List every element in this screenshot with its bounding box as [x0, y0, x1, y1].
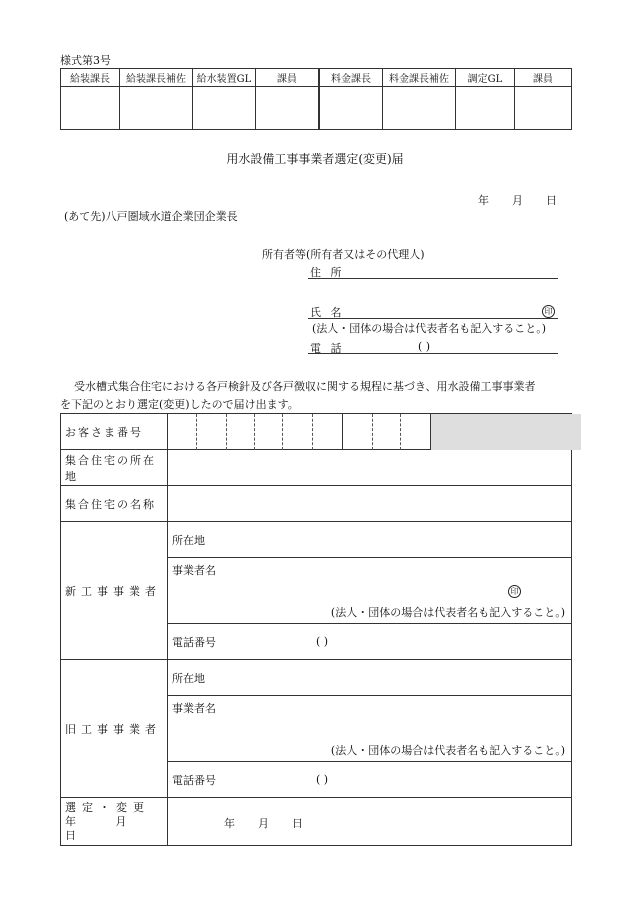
old-business-name-field[interactable] [168, 696, 572, 762]
body-text-line-1: 受水槽式集合住宅における各戸検針及び各戸徴収に関する規程に基づき、用水設備工事事業者 [74, 380, 536, 393]
old-location-label: 所在地 [172, 671, 205, 685]
stamp-header: 調定GL [456, 69, 515, 87]
selection-month: 月 [258, 817, 269, 830]
reserved-shaded-cell [430, 414, 581, 450]
complex-location-label: 集合住宅の所在地 [61, 450, 168, 486]
selection-date-label: 選定・変更 年 月 日 [61, 798, 168, 846]
date-month: 月 [512, 194, 523, 207]
owner-phone-label: 電 話 [310, 342, 345, 355]
old-business-note: (法人・団体の場合は代表者名も記入すること。) [330, 744, 565, 757]
complex-name-field[interactable] [168, 486, 572, 522]
stamp-box[interactable] [120, 87, 193, 130]
old-contractor-label: 旧工事事業者 [61, 660, 168, 798]
stamp-header: 料金課長 [319, 69, 383, 87]
stamp-box[interactable] [193, 87, 256, 130]
new-location-label: 所在地 [172, 533, 205, 547]
owner-phone-line[interactable] [308, 353, 558, 354]
complex-name-label: 集合住宅の名称 [61, 486, 168, 522]
page-title: 用水設備工事事業者選定(変更)届 [226, 152, 404, 166]
owner-address-line[interactable] [308, 278, 558, 279]
stamp-header: 給水装置GL [193, 69, 256, 87]
date-year: 年 [478, 194, 489, 207]
date-day: 日 [546, 194, 557, 207]
old-phone-label: 電話番号 [172, 773, 216, 787]
old-phone-paren: ( ) [316, 773, 329, 786]
owner-heading: 所有者等(所有者又はその代理人) [262, 248, 425, 261]
new-seal-mark: 印 [508, 584, 521, 598]
stamp-box[interactable] [456, 87, 515, 130]
owner-name-label: 氏 名 [310, 306, 345, 319]
customer-number-field[interactable] [168, 414, 572, 450]
stamp-box[interactable] [383, 87, 456, 130]
stamp-box[interactable] [256, 87, 320, 130]
old-location-field[interactable] [168, 660, 572, 696]
new-phone-paren: ( ) [316, 635, 329, 648]
owner-name-note: (法人・団体の場合は代表者名も記入すること。) [312, 322, 547, 335]
new-business-name-field[interactable] [168, 558, 572, 624]
main-form-table [60, 413, 572, 846]
form-number: 様式第3号 [60, 54, 111, 67]
stamp-header: 料金課長補佐 [383, 69, 456, 87]
new-business-name-label: 事業者名 [172, 564, 216, 577]
stamp-header: 課員 [256, 69, 320, 87]
approval-stamp-table [60, 68, 572, 130]
stamp-box[interactable] [515, 87, 572, 130]
new-contractor-label: 新工事事業者 [61, 522, 168, 660]
complex-location-field[interactable] [168, 450, 572, 486]
stamp-header: 給装課長補佐 [120, 69, 193, 87]
selection-year: 年 [224, 817, 235, 830]
stamp-box[interactable] [61, 87, 120, 130]
owner-address-label: 住 所 [310, 266, 345, 279]
new-business-note: (法人・団体の場合は代表者名も記入すること。) [330, 606, 565, 619]
addressee: (あて先)八戸圏域水道企業団企業長 [64, 210, 238, 223]
stamp-header: 課員 [515, 69, 572, 87]
old-business-name-label: 事業者名 [172, 702, 216, 715]
selection-day: 日 [292, 817, 303, 830]
new-phone-label: 電話番号 [172, 635, 216, 649]
customer-number-label: お客さま番号 [61, 414, 168, 450]
old-phone-field[interactable] [168, 762, 572, 798]
owner-phone-paren: ( ) [418, 340, 431, 353]
stamp-box[interactable] [319, 87, 383, 130]
new-phone-field[interactable] [168, 624, 572, 660]
owner-seal-mark: 印 [542, 304, 555, 318]
body-text-line-2: を下記のとおり選定(変更)したので届け出ます。 [60, 398, 299, 411]
stamp-header: 給装課長 [61, 69, 120, 87]
new-location-field[interactable] [168, 522, 572, 558]
selection-date-field[interactable] [168, 798, 572, 846]
owner-name-line[interactable] [308, 318, 558, 319]
